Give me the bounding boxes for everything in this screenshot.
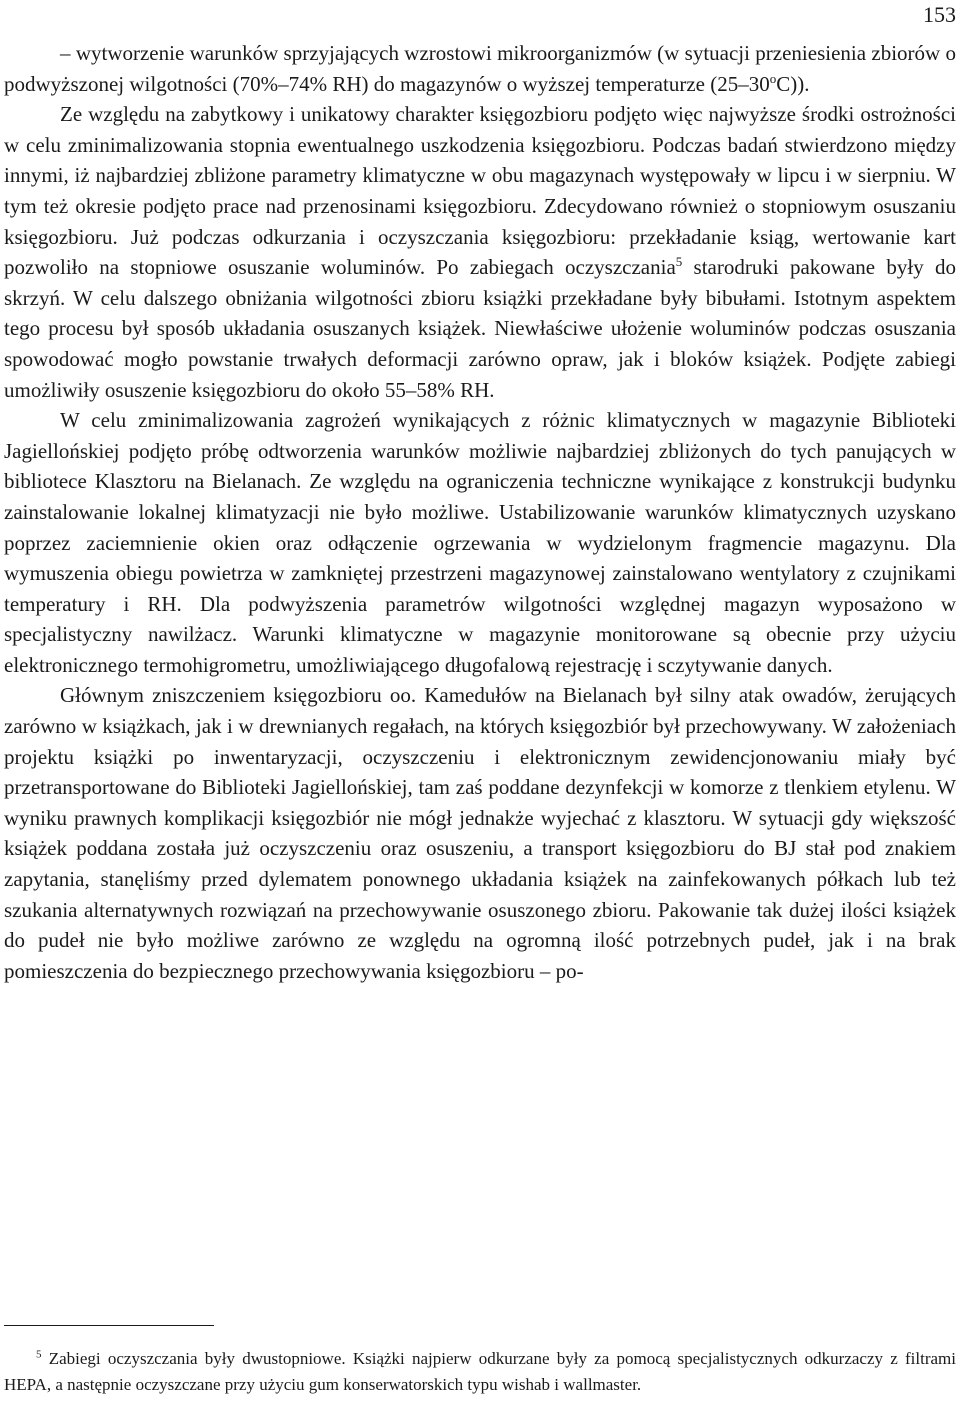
footnote-text: Zabiegi oczyszczania były dwustopniowe. Książki najpierw odkurzane były za pomocą specjalistycznych odkurzaczy z filtrami HEPA, a następnie oczyszczane przy użyciu gum konserwatorskich typu wishab i wallmaster. <box>4 1349 956 1394</box>
paragraph-4: Głównym zniszczeniem księgozbioru oo. Kamedułów na Bielanach był silny atak owadów, żerujących zarówno w książkach, jak i w drewnianych regałach, na których księgozbiór był przechowywany. W założeniach projektu książki po inwentaryzacji, oczyszczeniu i elektronicznym zewidencjonowaniu miały być przetransportowane do Biblioteki Jagiellońskiej, tam zaś poddane dezynfekcji w komorze z tlenkiem etylenu. W wyniku prawnych komplikacji księgozbiór nie mógł jednakże wyjechać z klasztoru. W sytuacji gdy większość książek poddana została już oczyszczeniu oraz osuszeniu, a transport księgozbioru do BJ stał pod znakiem zapytania, stanęliśmy przed dylematem ponownego układania książek na zainfekowanych półkach lub też szukania alternatywnych rozwiązań na przechowywanie osuszonego zbioru. Pakowanie tak dużej ilości książek do pudeł nie było możliwe zarówno ze względu na ogromną ilość potrzebnych pudeł, jak i na brak pomieszczenia do bezpiecznego przechowywania księgozbioru – po- <box>4 683 956 983</box>
paragraph-1-end: C)). <box>776 71 810 96</box>
footnote-divider <box>4 1325 214 1326</box>
footnote-number: 5 <box>36 1348 42 1361</box>
paragraph-2 <box>4 99 956 405</box>
degree-superscript: o <box>769 70 777 86</box>
paragraph-1-text: – wytworzenie warunków sprzyjających wzrostowi mikroorganizmów (w sytuacji przeniesienia zbiorów o podwyższonej wilgotności (70%–74% RH) do magazynów o wyższej temperaturze (25–30 <box>4 41 956 96</box>
paragraph-2-text-a: Ze względu na zabytkowy i unikatowy charakter księgozbioru podjęto więc najwyższe środki ostrożności w celu zminimalizowania stopnia ewentualnego uszkodzenia księgozbioru. Podczas badań stwierdzono między innymi, iż najbardziej zbliżone parametry klimatyczne w obu magazynach występowały w lipcu i w sierpniu. W tym też okresie podjęto prace nad przenosinami księgozbioru. Zdecydowano również o stopniowym osuszaniu księgozbioru. Już podczas odkurzania i oczyszczania księgozbioru: przekładanie ksiąg, wertowanie kart pozwoliło na stopniowe osuszanie woluminów. Po zabiegach oczyszczania <box>4 102 956 280</box>
body-text <box>4 38 956 986</box>
paragraph-3: W celu zminimalizowania zagrożeń wynikających z różnic klimatycznych w magazynie Biblioteki Jagiellońskiej podjęto próbę odtworzenia warunków możliwie najbardziej zbliżonych do tych panujących w bibliotece Klasztoru na Bielanach. Ze względu na ograniczenia techniczne wynikające z konstrukcji budynku zainstalowanie lokalnej klimatyzacji nie było możliwe. Ustabilizowanie warunków klimatycznych uzyskano poprzez zaciemnienie okien oraz odłączenie ogrzewania w wydzielonym fragmencie magazynu. Dla wymuszenia obiegu powietrza w zamkniętej przestrzeni magazynowej zainstalowano wentylatory z czujnikami temperatury i RH. Dla podwyższenia parametrów wilgotności względnej magazyn wyposażono w specjalistyczny nawilżacz. Warunki klimatyczne w magazynie monitorowane są obecnie przy użyciu elektronicznego termohigrometru, umożliwiającego długofalową rejestrację i sczytywanie danych. <box>4 408 956 677</box>
footnote-reference[interactable]: 5 <box>675 254 683 270</box>
footnote <box>4 1346 956 1398</box>
paragraph-1 <box>4 38 956 99</box>
paragraph-2-text-b: starodruki pakowane były do skrzyń. W celu dalszego obniżania wilgotności zbioru książki przekładane były bibułami. Istotnym aspektem tego procesu był sposób układania osuszanych książek. Niewłaściwe ułożenie woluminów podczas osuszania spowodować mogło powstanie trwałych deformacji zarówno opraw, jak i bloków książek. Podjęte zabiegi umożliwiły osuszenie księgozbioru do około 55–58% RH. <box>4 255 956 402</box>
page-number: 153 <box>923 2 956 27</box>
